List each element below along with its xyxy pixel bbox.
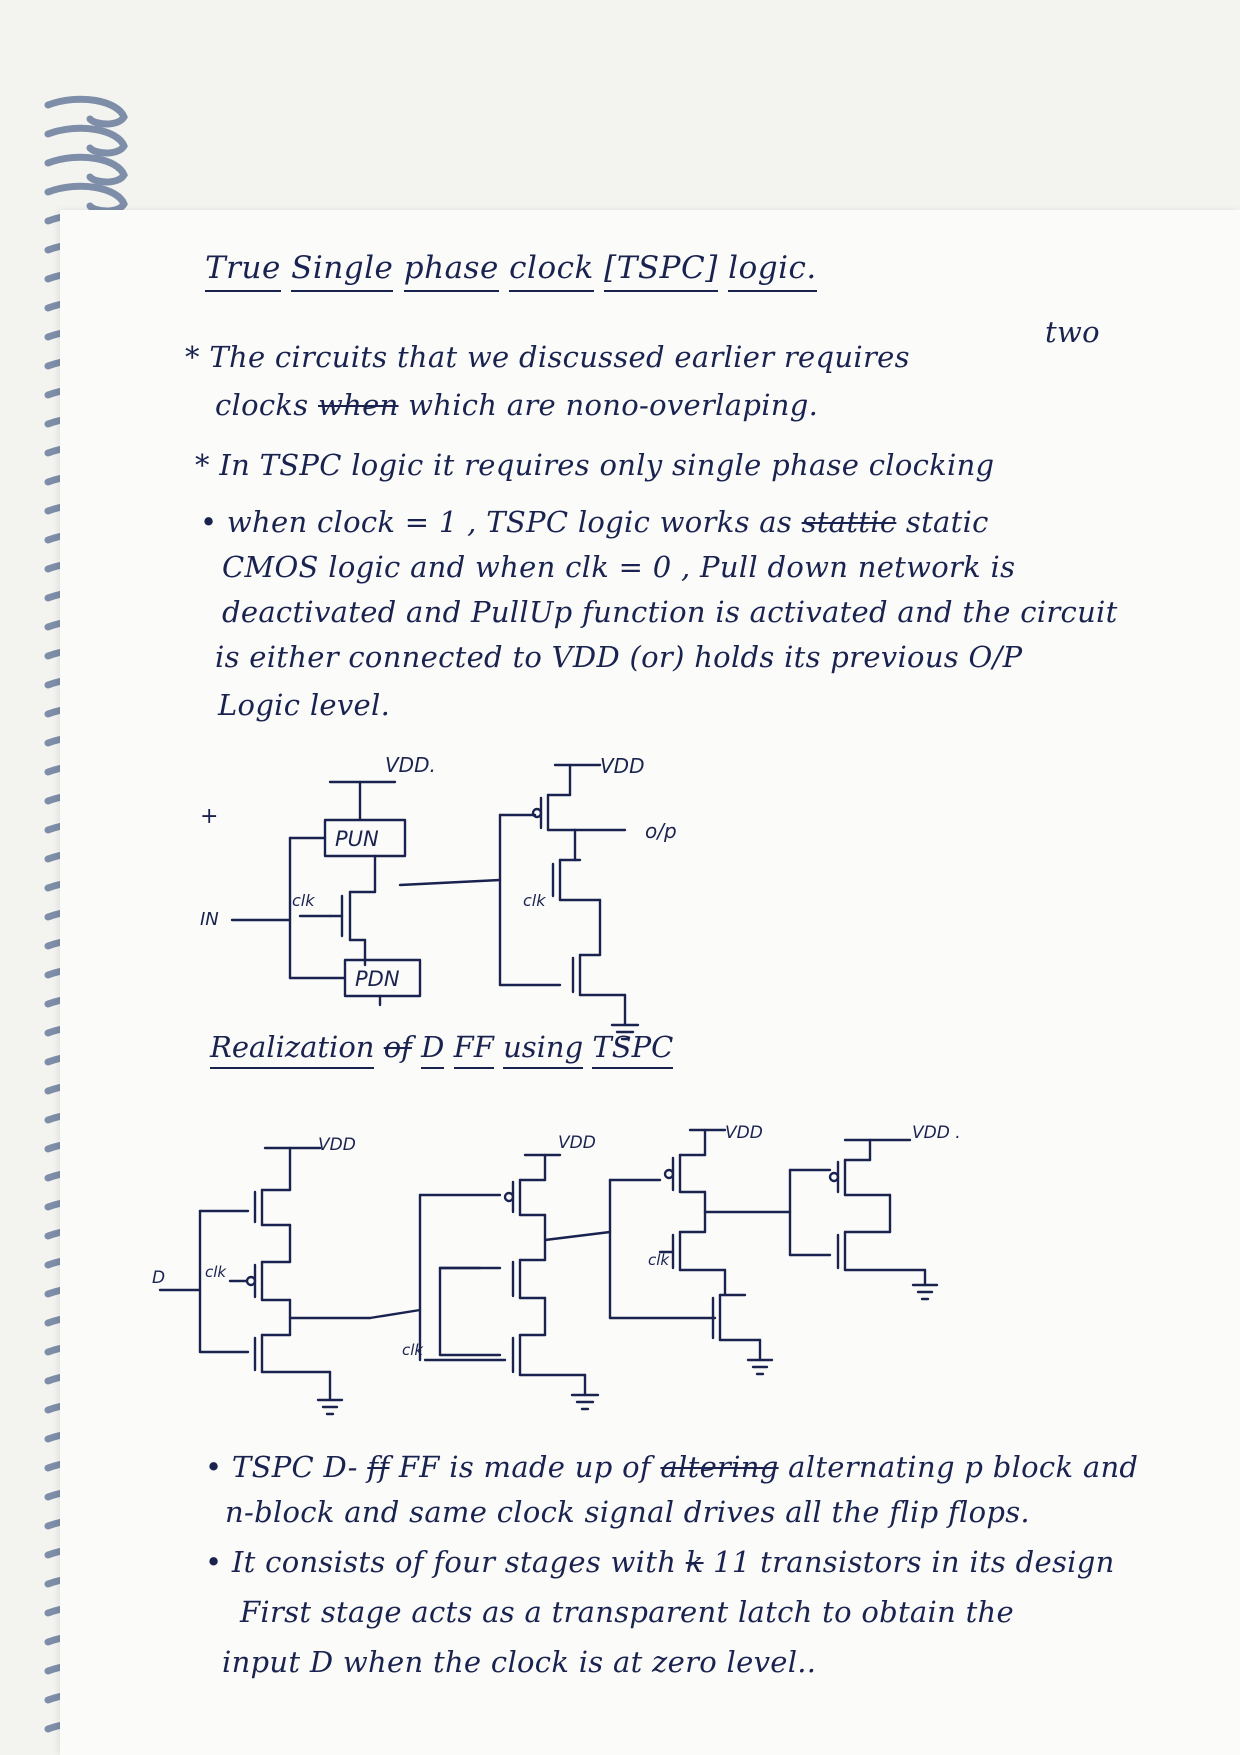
strikethrough-text: k xyxy=(685,1545,704,1579)
text-span: which are nono-overlaping. xyxy=(408,388,819,422)
strikethrough-text: stattic xyxy=(801,505,897,539)
strikethrough-text: when xyxy=(318,388,399,422)
text-span: CMOS logic and when clk = 0 , Pull down network is xyxy=(222,550,1016,584)
clk-label: clk xyxy=(402,1341,424,1359)
output-label: o/p xyxy=(645,819,677,843)
title-word: Single xyxy=(291,250,393,292)
text-span: input D when the clock is at zero level.. xyxy=(222,1645,817,1679)
diagram-star: + xyxy=(200,804,219,829)
heading-word: using xyxy=(503,1030,583,1069)
clk-label: clk xyxy=(523,891,546,910)
vdd-label: VDD xyxy=(558,1133,596,1153)
text-line xyxy=(225,1495,1030,1529)
text-span: alternating p block and xyxy=(788,1450,1139,1484)
heading-word: FF xyxy=(454,1030,494,1069)
text-line xyxy=(222,1645,816,1679)
d-input-label: D xyxy=(152,1268,166,1288)
strikethrough-text: of xyxy=(383,1030,412,1064)
heading-word: Realization xyxy=(210,1030,374,1069)
pun-label: PUN xyxy=(335,827,379,851)
title-word: [TSPC] xyxy=(604,250,718,292)
input-label: IN xyxy=(200,909,219,930)
text-span: FF is made up of xyxy=(398,1450,651,1484)
clk-label: clk xyxy=(648,1251,670,1269)
strikethrough-text: altering xyxy=(660,1450,779,1484)
text-line xyxy=(240,1595,1014,1629)
text-span: First stage acts as a transparent latch to obtain the xyxy=(240,1595,1014,1629)
text-span: deactivated and PullUp function is activated and the circuit xyxy=(222,595,1118,629)
vdd-label: VDD xyxy=(600,754,645,778)
text-span: 11 transistors in its design xyxy=(713,1545,1115,1579)
text-span: * In TSPC logic it requires only single phase clocking xyxy=(195,448,995,482)
vdd-label: VDD. xyxy=(385,753,436,777)
vdd-label: VDD xyxy=(725,1123,763,1143)
text-span: is either connected to VDD (or) holds its previous O/P xyxy=(215,640,1023,674)
text-span: • when clock = 1 , TSPC logic works as xyxy=(200,505,793,539)
text-span: * The circuits that we discussed earlier requires xyxy=(185,340,910,374)
title-word: True xyxy=(205,250,281,292)
heading-word: TSPC xyxy=(592,1030,673,1069)
heading-word: D xyxy=(421,1030,444,1069)
title-word: clock xyxy=(509,250,594,292)
text-span: n-block and same clock signal drives all the flip flops. xyxy=(225,1495,1030,1529)
clk-label: clk xyxy=(205,1263,227,1281)
vdd-label: VDD xyxy=(318,1135,356,1155)
text-span: Logic level. xyxy=(218,688,391,722)
text-span: static xyxy=(905,505,989,539)
vdd-label: VDD . xyxy=(912,1123,961,1143)
strikethrough-text: ff xyxy=(367,1450,390,1484)
text-span: • TSPC D- xyxy=(205,1450,358,1484)
text-span: • It consists of four stages with xyxy=(205,1545,677,1579)
clk-label: clk xyxy=(292,891,315,910)
text-span: clocks xyxy=(215,388,309,422)
text-span: two xyxy=(1045,315,1100,349)
text-line xyxy=(205,1545,1115,1579)
text-line xyxy=(205,1450,1138,1484)
title-word: phase xyxy=(404,250,499,292)
title-word: logic. xyxy=(728,250,817,292)
pdn-label: PDN xyxy=(355,967,400,991)
